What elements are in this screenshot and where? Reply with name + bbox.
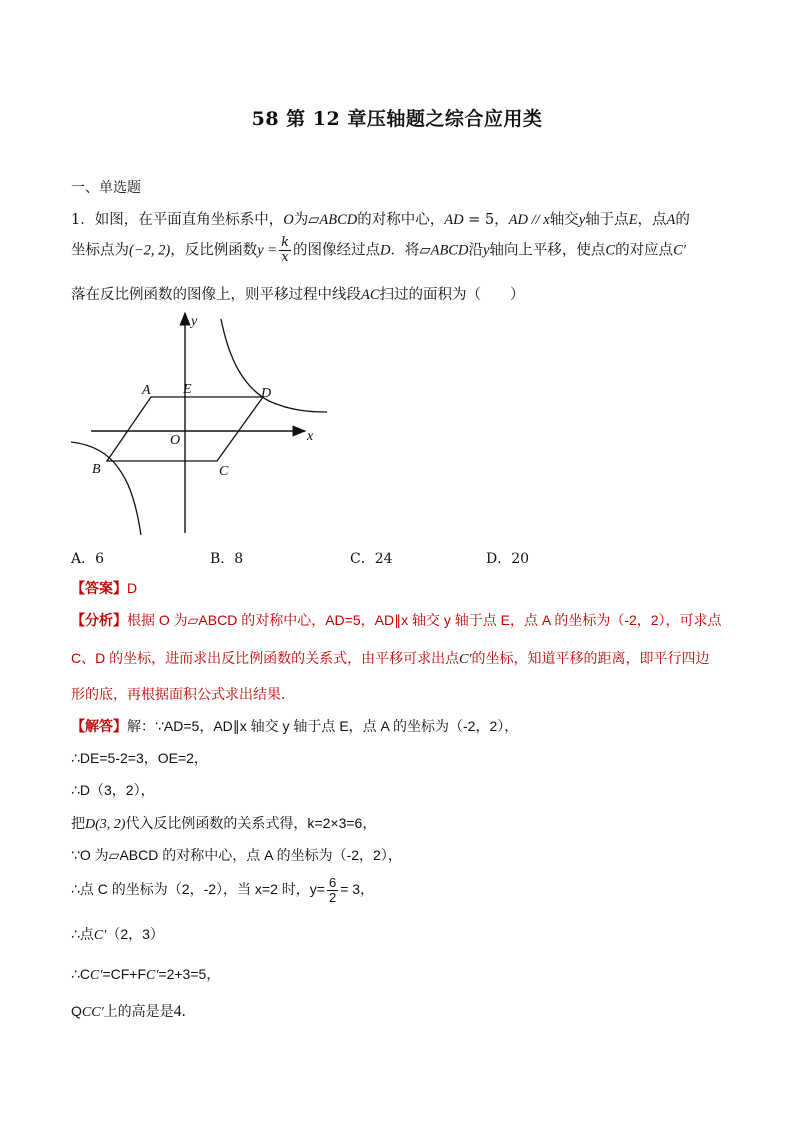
solution-text: ∴点 C 的坐标为（2，-2），当 x=2 时，y= (71, 881, 325, 898)
question-text: 轴向上平移，使点 (489, 242, 606, 259)
fraction-denominator: x (281, 250, 289, 265)
label-point-O: O (170, 433, 181, 448)
math-A: A (666, 212, 676, 228)
solution-text: ∵O 为▱ABCD 的对称中心，点 A 的坐标为（-2，2）， (71, 847, 402, 863)
solution-line-2 (71, 748, 208, 768)
solution-line-1 (71, 716, 518, 736)
hyperbola-branch-lower (71, 442, 141, 535)
math-AD: AD (444, 212, 464, 228)
math-CC-prime: CC′ (81, 1005, 104, 1020)
question-text: 沿 (468, 242, 483, 259)
analysis-text: 的坐标，知道平移的距离，即平行四边 (471, 650, 710, 666)
answer-line (71, 578, 137, 598)
solution-line-4 (71, 813, 376, 833)
math-O: O (283, 212, 294, 228)
math-C-prime: C′ (146, 968, 159, 983)
label-point-B: B (92, 462, 101, 477)
solution-text: ∴点 (71, 926, 94, 942)
math-AC: AC (361, 287, 380, 303)
analysis-text: 根据 O 为▱ABCD 的对称中心，AD=5，AD∥x 轴交 y 轴于点 E，点 A 的坐标为（-2，2），可求点 (127, 612, 722, 628)
solution-text: = 3， (340, 881, 375, 898)
math-C: C (605, 242, 616, 259)
math-D: D (379, 242, 391, 259)
question-line-2 (71, 236, 686, 265)
label-x-axis: x (307, 429, 314, 444)
page-title: 58 第 12 章压轴题之综合应用类 (251, 108, 543, 130)
question-text: 的 (675, 212, 690, 228)
solution-line-8 (71, 964, 220, 984)
analysis-line-1 (71, 610, 722, 630)
math-C-prime: C′ (93, 928, 107, 943)
math-E: E (628, 212, 638, 228)
question-text: ．将 (390, 242, 420, 259)
question-line-1 (71, 208, 690, 229)
math-C-prime: C′ (90, 968, 103, 983)
question-text: 1．如图，在平面直角坐标系中， (71, 212, 284, 228)
analysis-text: C、D 的坐标，进而求出反比例函数的关系式，由平移可求出点 (71, 650, 460, 666)
solution-text: =CF+F (102, 966, 147, 982)
fraction-six-over-two (327, 876, 338, 905)
analysis-tag: 【分析】 (71, 612, 127, 628)
math-y-equals: y = (257, 242, 278, 259)
math-C-prime: C′ (459, 652, 472, 667)
solution-text: ∴DE=5-2=3，OE=2， (71, 750, 208, 766)
solution-text: 解：∵AD=5，AD∥x 轴交 y 轴于点 E，点 A 的坐标为（-2，2）， (127, 718, 519, 734)
fraction-numerator: k (281, 235, 289, 250)
analysis-line-3 (71, 684, 295, 704)
answer-value: D (127, 580, 138, 596)
question-text: 扫过的面积为（ ） (379, 287, 525, 303)
choice-a: A．6 (71, 551, 105, 567)
section-heading: 一、单选题 (71, 180, 141, 196)
math-value: = 5， (463, 212, 509, 228)
analysis-line-2 (71, 648, 710, 668)
solution-text: ∴C (71, 966, 91, 982)
solution-line-3 (71, 780, 155, 800)
question-text: ，点 (637, 212, 667, 228)
solution-text: ∴D（3，2）， (71, 782, 155, 798)
solution-text: 上的高是是 (103, 1003, 174, 1019)
choice-c: C．24 (350, 551, 393, 567)
label-point-E: E (183, 382, 192, 397)
solution-line-7 (71, 924, 164, 944)
question-text: 轴交 (549, 212, 579, 228)
question-line-3 (71, 283, 525, 304)
question-text: 的对应点 (615, 242, 674, 259)
math-D-point: D(3, 2) (85, 817, 126, 832)
choice-d: D．20 (486, 551, 530, 567)
fraction-numerator: 6 (328, 875, 337, 890)
solution-text: Q (71, 1003, 82, 1019)
fraction-k-over-x (279, 236, 291, 265)
choice-b: B．8 (210, 551, 244, 567)
math-parallelogram: ▱ABCD (308, 212, 358, 228)
label-point-A: A (142, 383, 151, 398)
label-point-C: C (219, 464, 229, 479)
question-text: 为 (293, 212, 309, 228)
math-y: y (578, 212, 586, 228)
solution-text: 把 (71, 815, 85, 831)
math-AD-parallel: AD // x (508, 212, 550, 228)
answer-choices (71, 548, 671, 568)
solution-text: =2+3=5， (158, 966, 221, 982)
question-text: 的对称中心， (357, 212, 445, 228)
solution-line-6 (71, 876, 374, 905)
answer-tag: 【答案】 (71, 580, 127, 596)
solution-tag: 【解答】 (71, 718, 127, 734)
solution-value: 4. (173, 1003, 186, 1020)
question-text: ，反比例函数 (170, 242, 258, 259)
solution-line-5 (71, 845, 402, 865)
hyperbola-branch-upper (221, 319, 327, 412)
question-text: 轴于点 (585, 212, 629, 228)
math-parallelogram: ▱ABCD (419, 242, 469, 259)
analysis-text: 形的底，再根据面积公式求出结果． (71, 686, 295, 702)
math-C-prime: C′ (673, 242, 686, 259)
solution-text: （2，3） (106, 926, 164, 942)
question-text: 的图像经过点 (292, 242, 380, 259)
math-coordinate: (−2, 2) (129, 242, 171, 259)
question-text: 落在反比例函数的图像上，则平移过程中线段 (71, 287, 361, 303)
solution-text: 代入反比例函数的关系式得，k=2×3=6， (125, 815, 377, 831)
question-text: 坐标点为 (71, 242, 129, 259)
solution-line-9 (71, 1001, 186, 1021)
math-y: y (482, 242, 490, 259)
fraction-denominator: 2 (328, 890, 337, 905)
coordinate-figure (71, 309, 331, 537)
label-y-axis: y (191, 314, 198, 329)
label-point-D: D (261, 386, 272, 401)
figure-svg (71, 309, 331, 537)
